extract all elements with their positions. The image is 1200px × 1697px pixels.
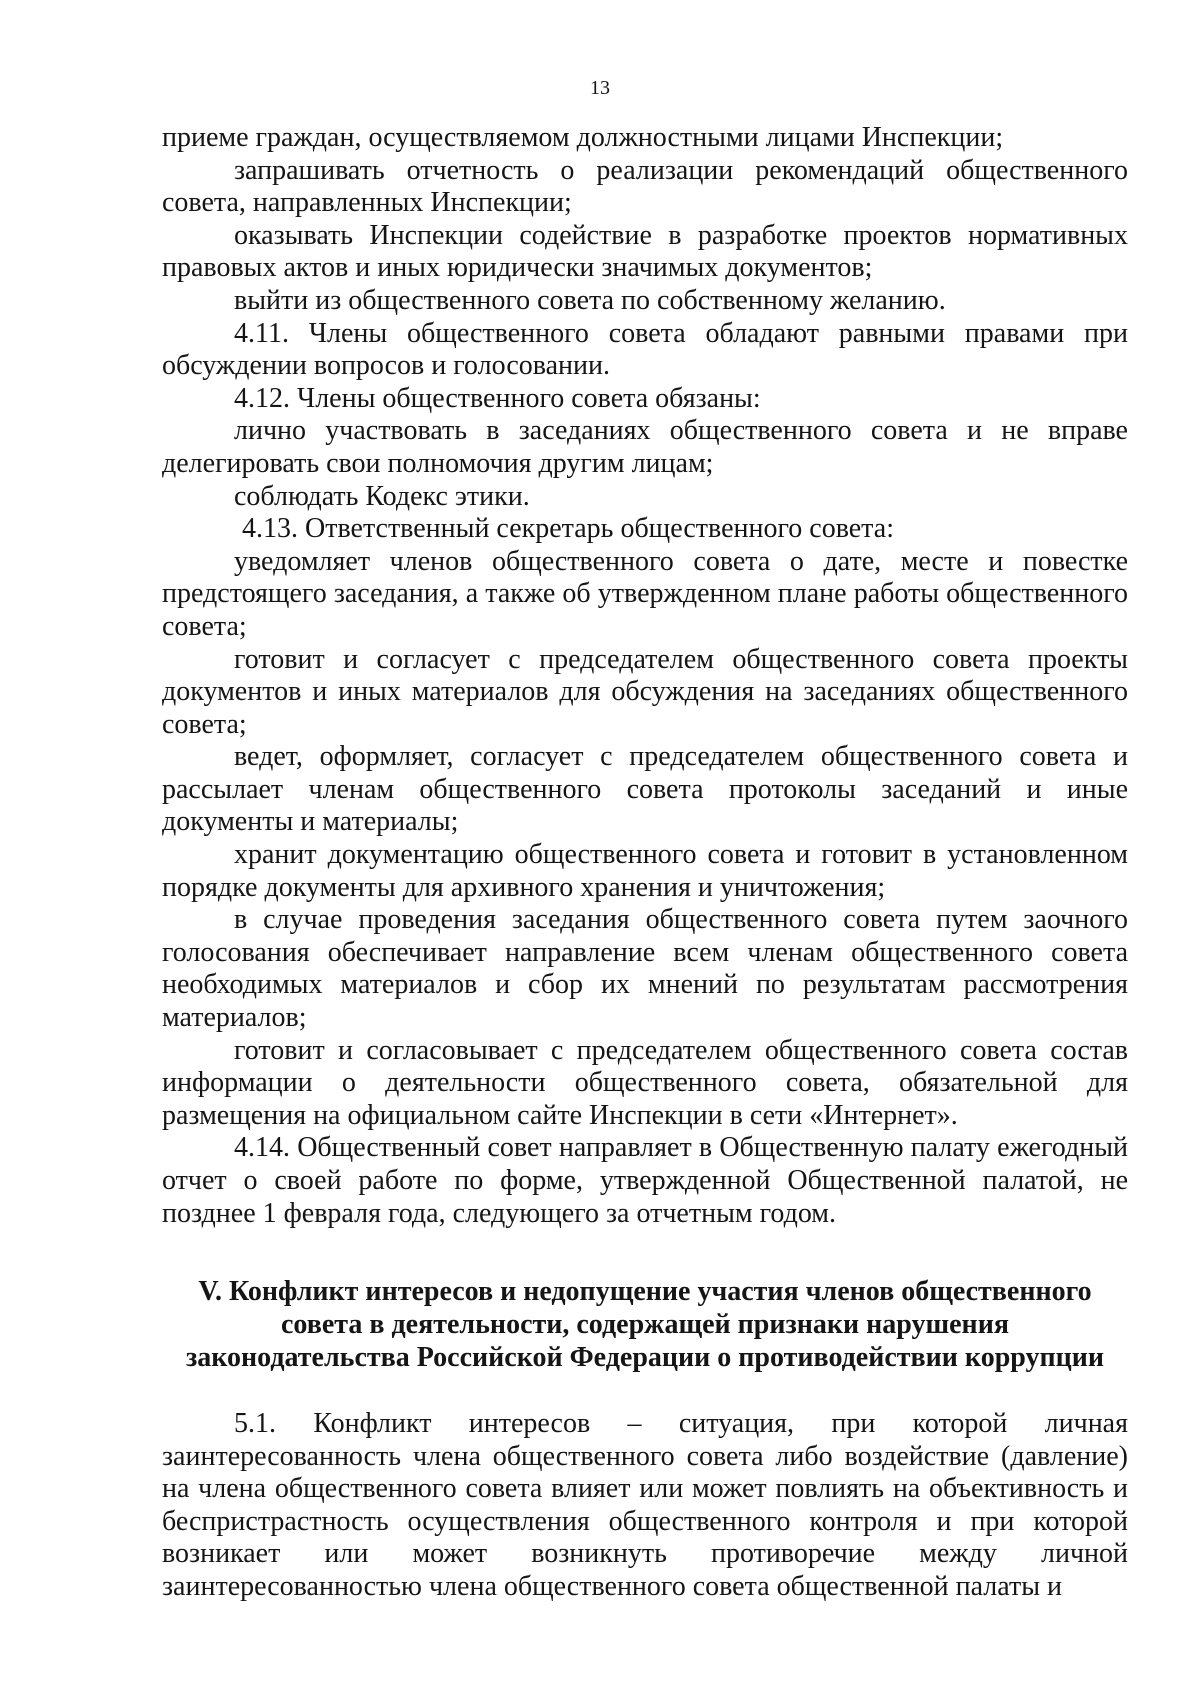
document-body: [162, 122, 1128, 1230]
paragraph: в случае проведения заседания общественного совета путем заочного голосования обеспечивает направление всем членам общественного совета необходимых материалов и сбор их мнений по результатам рассмотрения материалов;: [162, 904, 1128, 1034]
paragraph: запрашивать отчетность о реализации рекомендаций общественного совета, направленных Инспекции;: [162, 154, 1128, 219]
clause-5-1: 5.1. Конфликт интересов – ситуация, при которой личная заинтересованность члена общественного совета либо воздействие (давление) на члена общественного совета влияет или может повлиять на объективность и беспристрастность осуществления общественного контроля и при которой возникает или может возникнуть противоречие между личной заинтересованностью члена общественного совета общественной палаты и: [162, 1408, 1128, 1602]
section-heading-line: V. Конфликт интересов и недопущение участия членов общественного: [198, 1276, 1092, 1307]
paragraph: приеме граждан, осуществляемом должностными лицами Инспекции;: [162, 122, 1004, 153]
paragraph: хранит документацию общественного совета и готовит в установленном порядке документы для архивного хранения и уничтожения;: [162, 839, 1128, 903]
clause-4-12: 4.12. Члены общественного совета обязаны:: [234, 382, 761, 414]
paragraph: соблюдать Кодекс этики.: [234, 480, 530, 512]
paragraph: готовит и согласует с председателем общественного совета проекты документов и иных материалов для обсуждения на заседаниях общественного совета;: [162, 643, 1128, 740]
clause-4-14: 4.14. Общественный совет направляет в Общественную палату ежегодный отчет о своей работе по форме, утвержденной Общественной палатой, не позднее 1 февраля года, следующего за отчетным годом.: [162, 1132, 1128, 1229]
paragraph: выйти из общественного совета по собственному желанию.: [234, 284, 946, 316]
paragraph: оказывать Инспекции содействие в разработке проектов нормативных правовых актов и иных юридически значимых документов;: [162, 219, 1128, 284]
page-number: 13: [590, 77, 610, 99]
paragraph: ведет, оформляет, согласует с председателем общественного совета и рассылает членам общественного совета протоколы заседаний и иные документы и материалы;: [162, 741, 1128, 838]
paragraph: готовит и согласовывает с председателем общественного совета состав информации о деятельности общественного совета, обязательной для размещения на официальном сайте Инспекции в сети «Интернет».: [162, 1034, 1128, 1131]
section-heading-line: совета в деятельности, содержащей признаки нарушения: [281, 1309, 1009, 1340]
paragraph: лично участвовать в заседаниях общественного совета и не вправе делегировать свои полномочия другим лицам;: [162, 415, 1128, 479]
section-heading: [150, 1275, 1140, 1374]
clause-4-13: 4.13. Ответственный секретарь общественного совета:: [242, 513, 894, 545]
section-5-body: [162, 1408, 1128, 1604]
clause-4-11: 4.11. Члены общественного совета обладают равными правами при обсуждении вопросов и голосовании.: [162, 317, 1128, 382]
section-heading-line: законодательства Российской Федерации о противодействии коррупции: [185, 1342, 1104, 1373]
paragraph: уведомляет членов общественного совета о дате, месте и повестке предстоящего заседания, а также об утвержденном плане работы общественного совета;: [162, 545, 1128, 642]
